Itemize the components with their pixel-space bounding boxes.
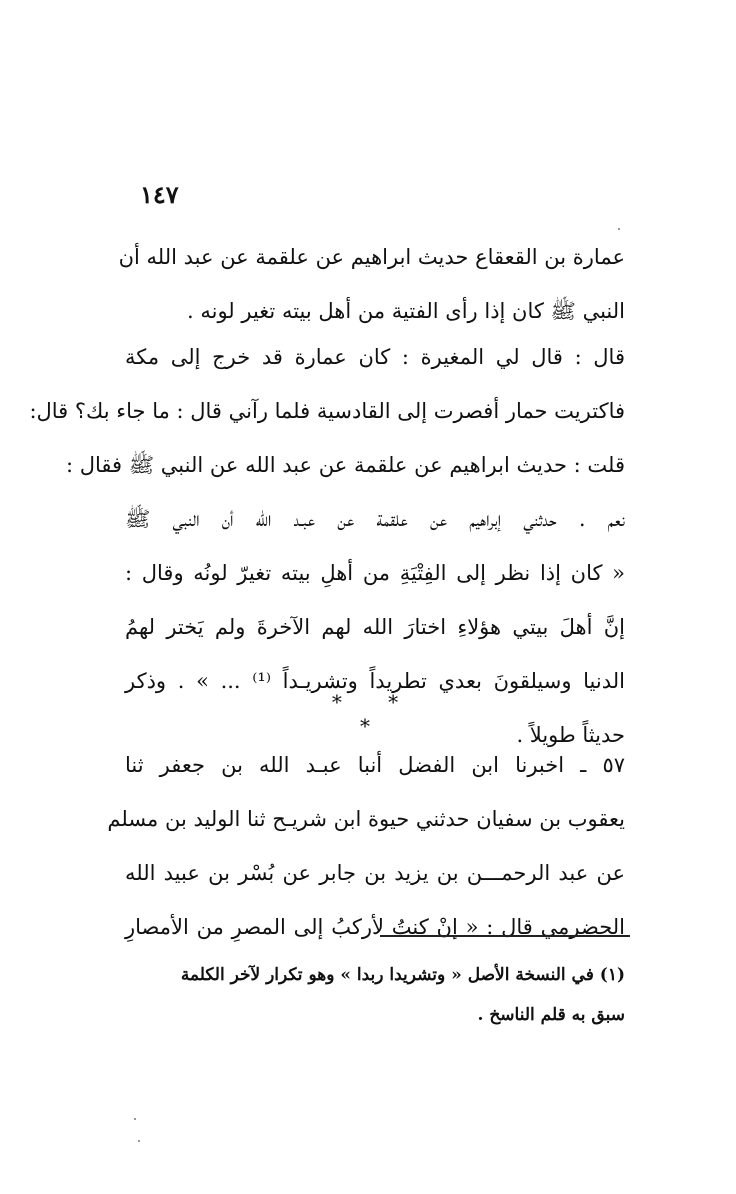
text-line: إنَّ أهلَ بيتي هؤلاءِ اختارَ الله لهم الآخرةَ ولم يَختر لهمُ (125, 615, 625, 639)
footnote-line: (١) في النسخة الأصل « وتشريدا ربدا » وهو تكرار لآخر الكلمة (180, 965, 625, 985)
scan-speck (138, 1140, 140, 1142)
text-line: قال : قال لي المغيرة : كان عمارة قد خرج إلى مكة (125, 345, 625, 369)
text-line: « كان إذا نظر إلى الفِتْيَةِ من أهلِ بيته تغيرّ لونُه وقال : (125, 561, 625, 585)
text-line: حديثاً طويلاً . (516, 723, 625, 747)
text-line: النبي ﷺ كان إذا رأى الفتية من أهل بيته تغير لونه . (187, 299, 625, 323)
text-line: عن عبد الرحمـــن بن يزيد بن جابر عن بُسْر بن عبيد الله (125, 861, 625, 885)
scan-speck (134, 1118, 136, 1120)
footnote-divider (380, 935, 630, 937)
scan-speck (618, 228, 620, 230)
text-line: فاكتريت حمار أفصرت إلى القادسية فلما رآني قال : ما جاء بك؟ قال: (29, 399, 625, 423)
paragraph-1 (118, 230, 625, 338)
text-line: نعم . حدثني إبراهيم عن علقمة عن عبـد الله أن النبي ﷺ (125, 507, 625, 531)
section-separator: * * * (331, 690, 419, 738)
text-line: ٥٧ ـ اخبرنا ابن الفضل أنبا عبـد الله بن جعفر ثنا (125, 753, 625, 777)
text-line: يعقوب بن سفيان حدثني حيوة ابن شريـح ثنا الوليد بن مسلم (107, 807, 625, 831)
text-line: قلت : حديث ابراهيم عن علقمة عن عبد الله عن النبي ﷺ فقال : (66, 453, 625, 477)
footnote-line: سبق به قلم الناسخ . (477, 1005, 625, 1025)
text-line: الدنيا وسيلقونَ بعدي تطريداً وتشريـداً ⁽¹⁾ ... » . وذكر (125, 669, 625, 693)
paragraph-3 (107, 738, 625, 954)
text-line: الحضرمي قال : « إنْ كنتُ لأركبُ إلى المصرِ من الأمصارِ (125, 915, 625, 939)
footnotes (180, 955, 625, 1035)
page-number: ١٤٧ (140, 180, 179, 209)
text-line: عمارة بن القعقاع حديث ابراهيم عن علقمة عن عبد الله أن (118, 245, 625, 269)
